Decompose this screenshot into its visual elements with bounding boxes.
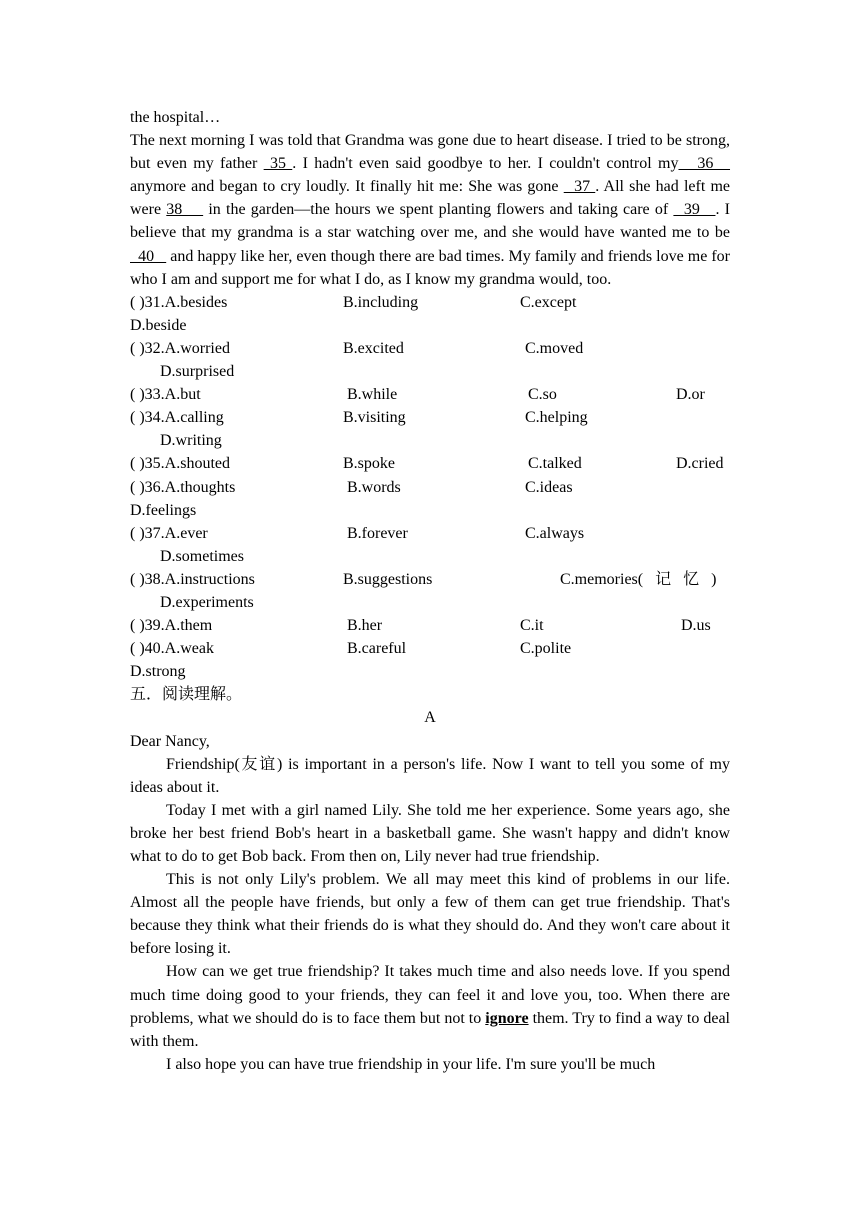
question-stem: ( )32.A.worried	[130, 339, 230, 357]
document-page	[130, 106, 730, 1076]
option-d: D.strong	[130, 663, 186, 681]
option-d: D.us	[681, 617, 711, 635]
question-stem: ( )38.A.instructions	[130, 570, 255, 588]
option-c: C.it	[520, 617, 544, 635]
question-31	[130, 291, 730, 314]
option-d: D.experiments	[160, 593, 254, 611]
option-b: B.spoke	[343, 455, 395, 473]
question-stem: ( )33.A.but	[130, 386, 201, 404]
letter-paragraph-5: I also hope you can have true friendship in your life. I'm sure you'll be much	[166, 1055, 656, 1073]
cloze-text: . All she had left me were	[130, 178, 730, 219]
question-38	[130, 568, 730, 591]
option-d: D.writing	[160, 432, 222, 450]
letter-salutation: Dear Nancy,	[130, 732, 210, 750]
question-37-wrap	[130, 545, 730, 568]
letter-text: them. Try to find a way to deal with them.	[130, 1009, 731, 1050]
option-b: B.including	[343, 293, 419, 311]
option-c: C.ideas	[525, 478, 573, 496]
question-33	[130, 383, 730, 406]
letter-paragraph-1: Friendship(友谊) is important in a person's life. Now I want to tell you some of my ideas about it.	[130, 755, 730, 796]
option-b: B.forever	[347, 524, 408, 542]
option-d: D.surprised	[160, 363, 235, 381]
option-b: B.while	[347, 386, 398, 404]
cloze-text: . I believe that my grandma is a star watching over me, and she would have wanted me to be	[130, 201, 731, 242]
option-c: C.always	[525, 524, 585, 542]
blank-36: 36	[678, 155, 731, 173]
option-b: B.excited	[343, 339, 404, 357]
letter-paragraph-4	[130, 960, 730, 1052]
option-d: D.sometimes	[160, 547, 244, 565]
option-c: C.talked	[528, 455, 582, 473]
cloze-text: The next morning I was told that Grandma was gone due to heart disease. I tried to be strong, but even my father	[130, 132, 730, 173]
option-d: D.cried	[676, 455, 724, 473]
question-37	[130, 522, 730, 545]
passage-label: A	[424, 709, 436, 727]
question-40	[130, 637, 730, 660]
ignore-word: ignore	[485, 1009, 529, 1027]
section-heading: 五．阅读理解。	[130, 686, 243, 704]
question-stem: ( )35.A.shouted	[130, 455, 230, 473]
option-c: C.except	[520, 293, 577, 311]
letter-paragraph-3: This is not only Lily's problem. We all may meet this kind of problems in our life. Almost all the people have friends, but only a few of them can get true friendship. That's because they think what their friends do is what they should do. And they won't care about it before losing it.	[130, 871, 730, 958]
question-32	[130, 337, 730, 360]
option-d: D.or	[676, 386, 705, 404]
letter-paragraph-2: Today I met with a girl named Lily. She told me her experience. Some years ago, she broke her best friend Bob's heart in a basketball game. She wasn't happy and didn't know what to do to get Bob back. From then on, Lily never had true friendship.	[130, 801, 730, 865]
question-39	[130, 614, 730, 637]
question-32-wrap	[130, 360, 730, 383]
option-d: D.beside	[130, 316, 187, 334]
option-c: C.helping	[525, 409, 588, 427]
question-36	[130, 476, 730, 499]
question-stem: ( )36.A.thoughts	[130, 478, 236, 496]
passage-line-hospital: the hospital…	[130, 109, 221, 126]
blank-35: 35	[263, 155, 293, 173]
question-35	[130, 452, 730, 475]
question-stem: ( )37.A.ever	[130, 524, 208, 542]
blank-39: 39	[673, 201, 716, 219]
option-b: B.words	[347, 478, 401, 496]
letter-text: How can we get true friendship? It takes much time and also needs love. If you spend much time doing good to your friends, they can feel it and love you, too. When there are problems, what we should do is to face them but not to	[130, 963, 730, 1027]
question-34-wrap	[130, 429, 730, 452]
option-b: B.suggestions	[343, 570, 433, 588]
option-b: B.careful	[347, 640, 407, 658]
blank-40: 40	[130, 247, 167, 265]
question-stem: ( )40.A.weak	[130, 640, 214, 658]
option-b: B.visiting	[343, 409, 406, 427]
option-c: C.polite	[520, 640, 572, 658]
blank-37: 37	[563, 178, 596, 196]
option-c: C.so	[528, 386, 557, 404]
cloze-text: . I hadn't even said goodbye to her. I couldn't control my	[292, 155, 679, 173]
option-c: C.moved	[525, 339, 584, 357]
cloze-text: and happy like her, even though there are bad times. My family and friends love me for who I am and support me for what I do, as I know my grandma would, too.	[130, 247, 730, 288]
cloze-text: anymore and began to cry loudly. It finally hit me: She was gone	[130, 178, 564, 196]
question-stem: ( )31.A.besides	[130, 293, 228, 311]
question-40-wrap	[130, 660, 730, 683]
option-b: B.her	[347, 617, 383, 635]
question-stem: ( )39.A.them	[130, 617, 213, 635]
cloze-paragraph	[130, 129, 730, 291]
option-d: D.feelings	[130, 501, 197, 519]
question-stem: ( )34.A.calling	[130, 409, 224, 427]
cloze-text: in the garden—the hours we spent planting flowers and taking care of	[203, 201, 674, 219]
question-31-wrap	[130, 314, 730, 337]
question-38-wrap	[130, 591, 730, 614]
question-34	[130, 406, 730, 429]
blank-38: 38	[166, 201, 204, 219]
question-36-wrap	[130, 499, 730, 522]
option-c: C.memories( 记 忆 )	[560, 570, 717, 588]
